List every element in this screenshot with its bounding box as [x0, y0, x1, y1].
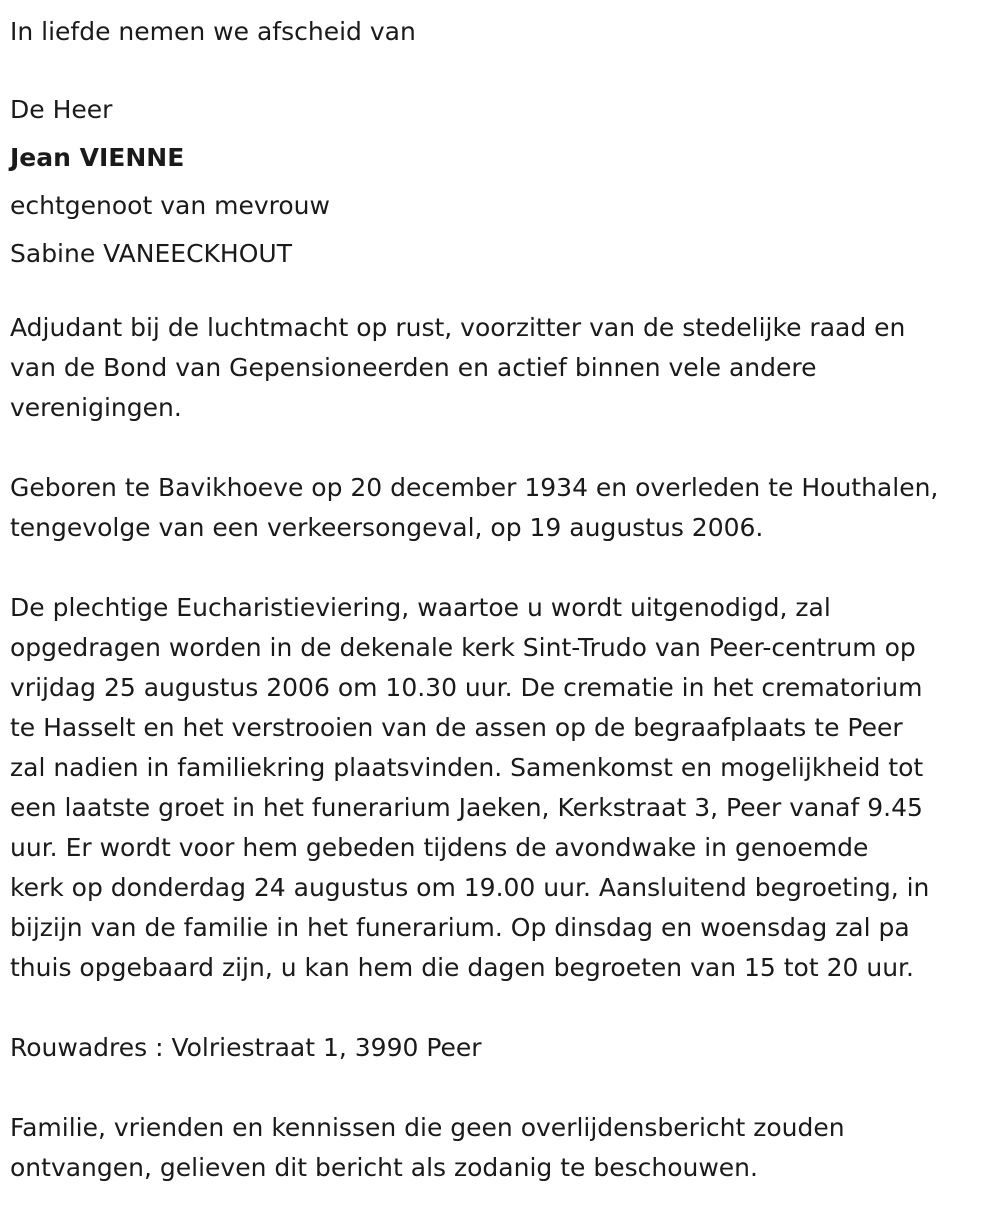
honorific: De Heer: [10, 95, 113, 124]
spouse-label: echtgenoot van mevrouw: [10, 191, 330, 220]
ceremony-line: vrijdag 25 augustus 2006 om 10.30 uur. De crematie in het crematorium: [10, 673, 923, 702]
closing-line: Familie, vrienden en kennissen die geen overlijdensbericht zouden: [10, 1113, 845, 1142]
biography-line: Adjudant bij de luchtmacht op rust, voorzitter van de stedelijke raad en: [10, 313, 906, 342]
spouse-name: Sabine VANEECKHOUT: [10, 239, 292, 268]
birth-death-line: tengevolge van een verkeersongeval, op 19 augustus 2006.: [10, 513, 764, 542]
ceremony-line: bijzijn van de familie in het funerarium. Op dinsdag en woensdag zal pa: [10, 913, 910, 942]
ceremony-line: te Hasselt en het verstrooien van de assen op de begraafplaats te Peer: [10, 713, 903, 742]
spacer: [10, 278, 990, 308]
ceremony-line: De plechtige Eucharistieviering, waartoe u wordt uitgenodigd, zal: [10, 593, 831, 622]
closing-paragraph: [10, 1108, 990, 1188]
intro-text: In liefde nemen we afscheid van: [10, 17, 416, 46]
spacer: [10, 548, 990, 588]
mourning-address: Rouwadres : Volriestraat 1, 3990 Peer: [10, 1033, 482, 1062]
biography-line: van de Bond van Gepensioneerden en actief binnen vele andere: [10, 353, 817, 382]
ceremony-line: een laatste groet in het funerarium Jaeken, Kerkstraat 3, Peer vanaf 9.45: [10, 793, 923, 822]
spacer: [10, 1068, 990, 1108]
ceremony-line: thuis opgebaard zijn, u kan hem die dagen begroeten van 15 tot 20 uur.: [10, 953, 914, 982]
spacer: [10, 56, 990, 86]
ceremony-paragraph: [10, 588, 990, 988]
birth-death-paragraph: [10, 468, 990, 548]
spacer: [10, 988, 990, 1028]
birth-death-line: Geboren te Bavikhoeve op 20 december 1934 en overleden te Houthalen,: [10, 473, 939, 502]
deceased-name: Jean VIENNE: [10, 143, 185, 172]
biography-paragraph: [10, 308, 990, 428]
ceremony-line: kerk op donderdag 24 augustus om 19.00 uur. Aansluitend begroeting, in: [10, 873, 930, 902]
closing-line: ontvangen, gelieven dit bericht als zodanig te beschouwen.: [10, 1153, 758, 1182]
biography-line: verenigingen.: [10, 393, 182, 422]
ceremony-line: uur. Er wordt voor hem gebeden tijdens de avondwake in genoemde: [10, 833, 869, 862]
ceremony-line: zal nadien in familiekring plaatsvinden. Samenkomst en mogelijkheid tot: [10, 753, 924, 782]
ceremony-line: opgedragen worden in de dekenale kerk Sint-Trudo van Peer-centrum op: [10, 633, 916, 662]
spacer: [10, 428, 990, 468]
